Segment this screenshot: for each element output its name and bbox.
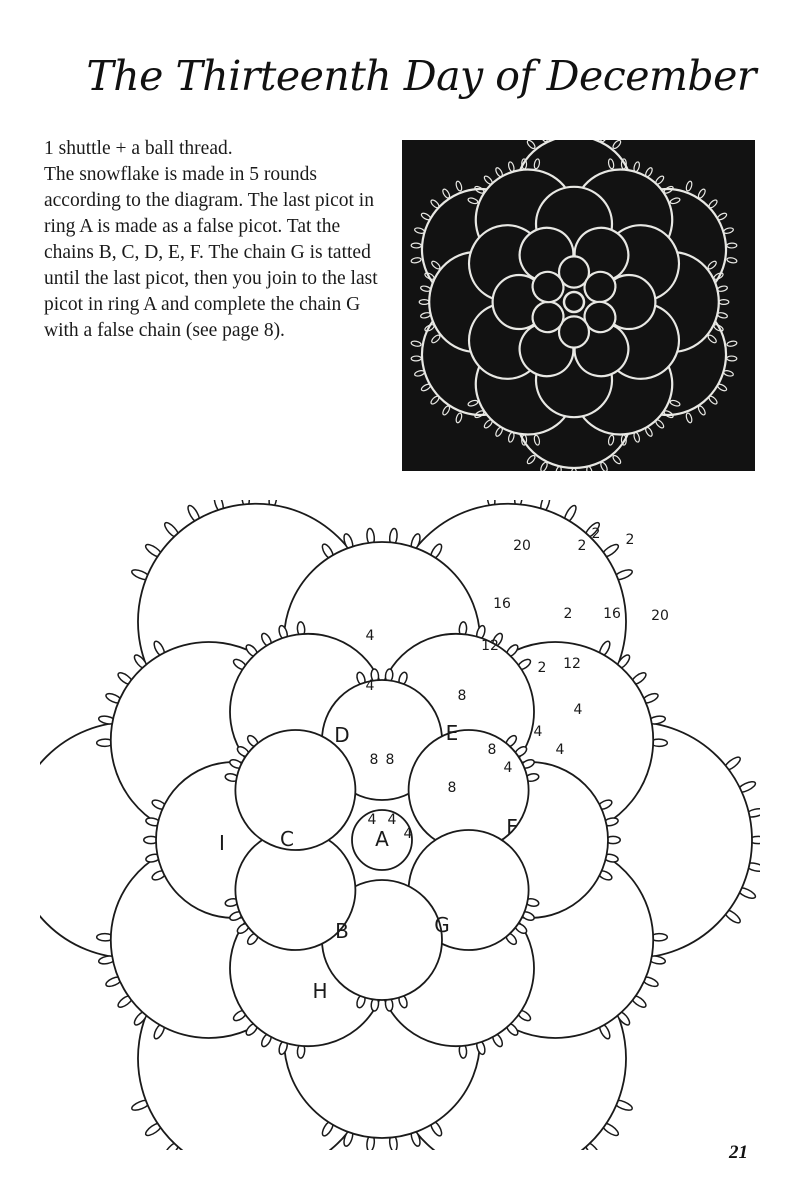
photo-lace-picot [411,356,421,361]
photo-lace-picot [526,140,536,150]
diagram-stitch-count: 4 [555,742,565,758]
diagram-ring-label: F [506,815,518,839]
photo-lace-picot [644,167,653,178]
diagram-ring-label: I [219,831,225,855]
tatting-diagram-drawing [40,500,760,1150]
instructions-line-materials: 1 shuttle + a ball thread. [44,138,233,159]
photo-lace-picot [727,243,737,248]
photo-lace-picot [455,181,463,192]
photo-lace-picot [495,167,504,178]
diagram-stitch-count: 8 [369,752,379,768]
photo-lace-picot [612,140,622,150]
photo-lace-picot [717,383,728,392]
photo-lace-picot [411,340,422,347]
photo-lace-picot [612,454,622,465]
diagram-ring-label: E [445,721,459,745]
photo-lace-picot [723,227,734,234]
instructions [44,136,384,344]
photo-lace-picot [419,300,429,305]
diagram-stitch-count: 4 [533,724,543,740]
diagram-stitch-count: 2 [537,660,547,676]
diagram-stitch-count: 20 [513,538,531,554]
photo-lace-picot [600,461,609,471]
diagram-stitch-count: 8 [447,780,457,796]
diagram-stitch-count: 2 [625,532,635,548]
photo-lace-picot [555,466,562,471]
diagram-ring-label: D [334,723,350,747]
snowflake-photo-image [402,140,755,471]
diagram-ring-label: H [312,979,328,1003]
photo-lace-picot [420,383,431,392]
diagram-stitch-count: 16 [603,606,621,622]
photo-lace-picot [644,426,653,437]
instructions-paragraph: The snowflake is made in 5 rounds according to the diagram. The last picot in ring A is made as a false picot. Tat the chains B, C, D, E, F. The chain G is tatted until the last picot, then you join to the last picot in ring A and complete the chain G with a false chain (see page 8). [44,164,378,341]
photo-lace-picot [508,432,515,443]
diagram-stitch-count: 2 [591,526,601,542]
photo-lace-picot [483,419,493,430]
photo-lace-picot [685,181,693,192]
photo-lace-picot [430,199,441,209]
photo-lace-picot [655,419,665,430]
diagram-ring-label: C [280,827,294,851]
snowflake-photo [402,140,755,471]
photo-lace-picot [685,412,693,423]
photo-lace-picot [697,405,706,416]
photo-lace-picot [655,175,665,186]
photo-lace-picot [442,405,451,416]
photo-lace-picot [526,454,536,465]
diagram-stitch-count: 2 [577,538,587,554]
photo-lace-picot [633,161,640,172]
diagram-stitch-count: 8 [457,688,467,704]
photo-lace-picot [708,395,719,405]
diagram-stitch-count: 12 [481,638,499,654]
diagram-ring-label: G [434,913,450,937]
page-title: The Thirteenth Day of December [86,52,756,100]
photo-lace-picot [717,212,728,221]
photo-lace-picot [717,285,728,292]
photo-lace-picot [586,466,593,471]
diagram-stitch-count: 16 [493,596,511,612]
diagram-stitch-count: 2 [563,606,573,622]
photo-lace-picot [483,175,493,186]
diagram-stitch-count: 4 [573,702,583,718]
diagram-stitch-count: 4 [503,760,513,776]
diagram-stitch-count: 20 [651,608,669,624]
photo-lace-picot [727,340,738,347]
diagram-stitch-count: 4 [403,826,413,842]
diagram-stitch-count: 4 [365,628,375,644]
photo-lace-picot [723,370,734,377]
diagram-stitch-count: 8 [487,742,497,758]
photo-lace-picot [442,188,451,199]
photo-lace-picot [572,468,577,471]
photo-lace-picot [708,199,719,209]
photo-lace-picot [495,426,504,437]
photo-lace-picot [717,312,728,319]
photo-lace-picot [414,370,425,377]
diagram-ring-label: A [375,827,389,851]
photo-lace-picot [727,257,738,264]
photo-lace-picot [719,300,729,305]
diagram-stitch-count: 12 [563,656,581,672]
photo-lace-picot [455,412,463,423]
photo-lace-picot [727,356,737,361]
diagram-stitch-count: 8 [385,752,395,768]
photo-lace-picot [411,243,421,248]
photo-lace-picot [697,188,706,199]
photo-lace-picot [540,461,549,471]
photo-lace-picot [430,395,441,405]
page-number: 21 [729,1142,748,1163]
photo-lace-picot [420,285,431,292]
diagram-stitch-count: 4 [367,812,377,828]
diagram-stitch-count: 4 [365,678,375,694]
photo-lace-picot [508,161,515,172]
photo-lace-picot [414,227,425,234]
photo-lace-picot [633,432,640,443]
photo-lace-picot [420,212,431,221]
photo-lace-center [564,292,584,312]
tatting-diagram [40,500,760,1150]
diagram-ring-label: B [335,919,349,943]
photo-lace-picot [420,312,431,319]
diagram-stitch-count: 4 [387,812,397,828]
photo-lace-picot [411,257,422,264]
